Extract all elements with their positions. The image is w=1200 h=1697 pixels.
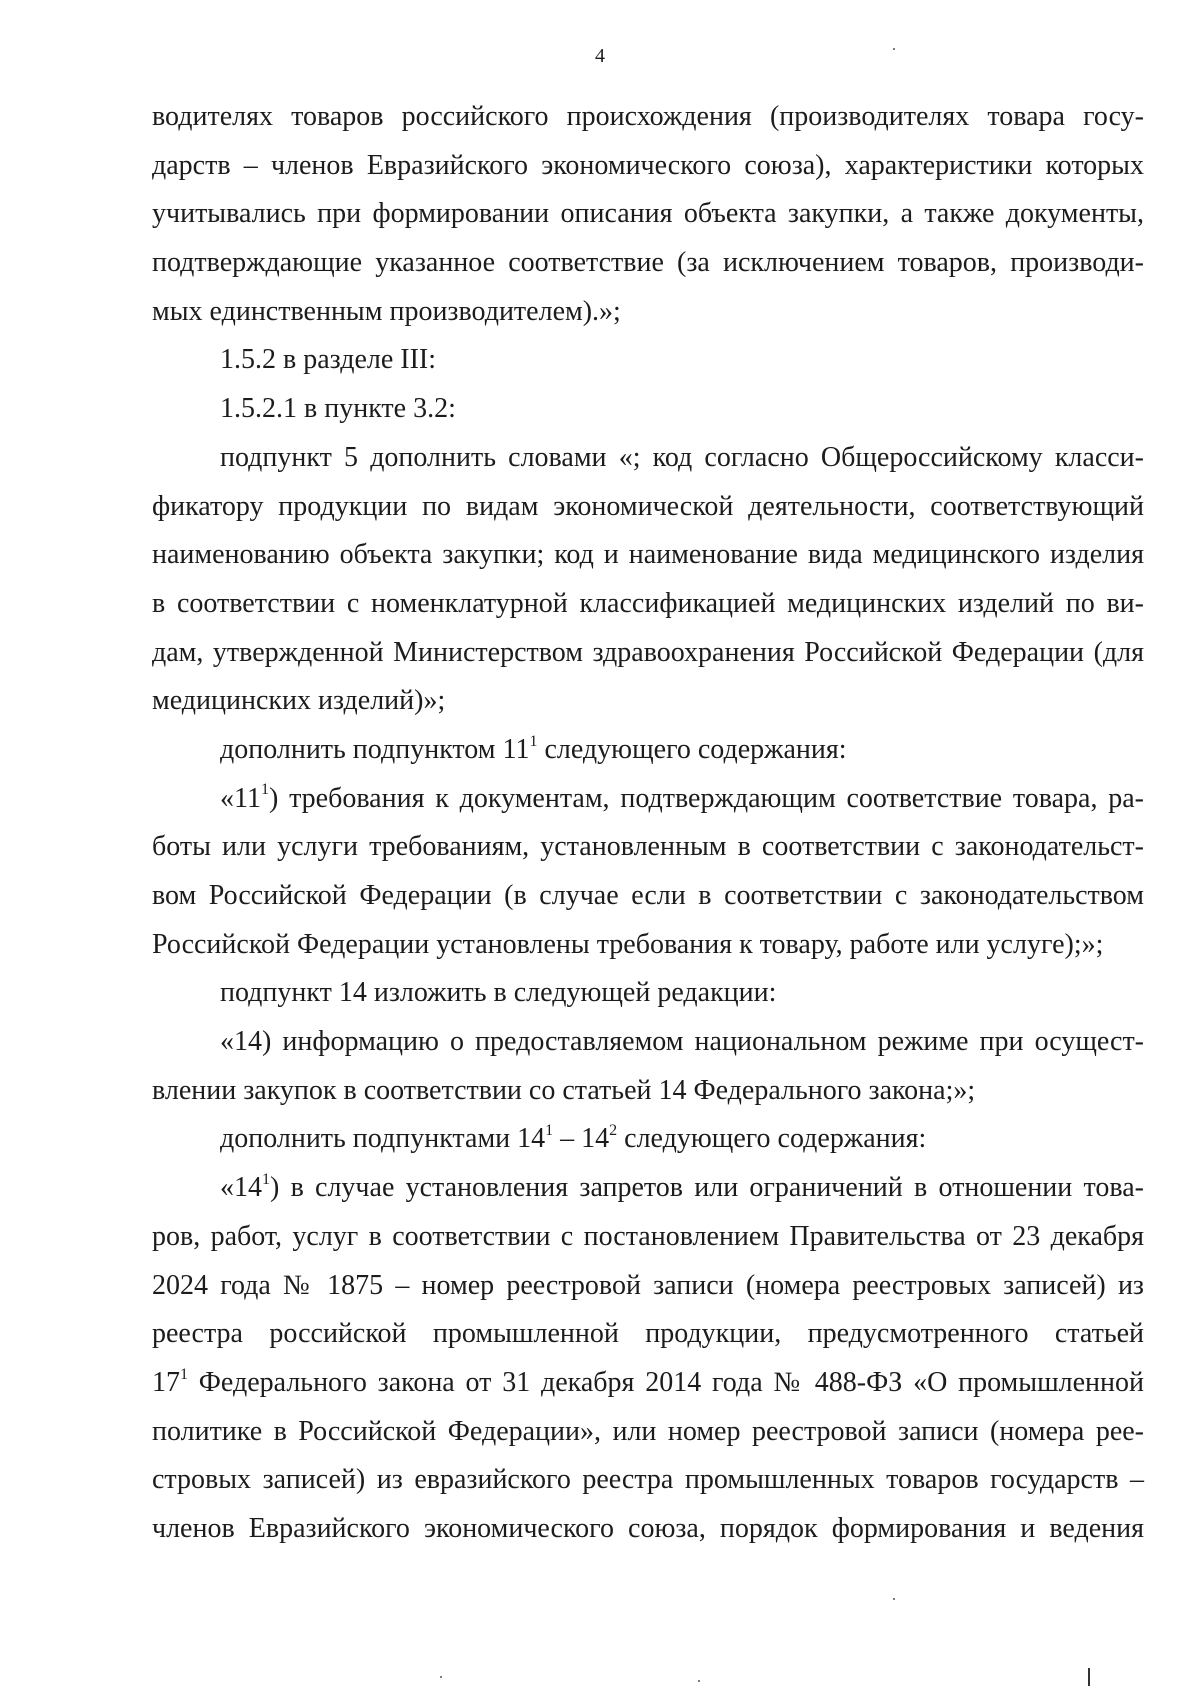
text-line bbox=[152, 1115, 1144, 1164]
text-line: наименованию объекта закупки; код и наименование вида медицинского изделия bbox=[152, 539, 1144, 571]
text-line: 1.5.2.1 в пункте 3.2: bbox=[220, 393, 456, 425]
text-line: подпункт 14 изложить в следующей редакции: bbox=[220, 977, 777, 1009]
text-line: реестра российской промышленной продукции, предусмотренного статьей bbox=[152, 1318, 1144, 1350]
text-line: стровых записей) из евразийского реестра промышленных товаров государств – bbox=[152, 1464, 1144, 1496]
text-run: 17 bbox=[152, 1366, 180, 1398]
text-line: подтверждающие указанное соответствие (за исключением товаров, производи- bbox=[152, 247, 1144, 279]
scan-speck bbox=[440, 1676, 442, 1678]
superscript: 1 bbox=[260, 781, 269, 799]
document-body bbox=[152, 93, 1144, 1554]
text-line: «14) информацию о предоставляемом национальном режиме при осущест- bbox=[220, 1026, 1144, 1058]
scan-speck bbox=[698, 1680, 700, 1682]
text-line bbox=[152, 726, 1144, 775]
text-line: дам, утвержденной Министерством здравоохранения Российской Федерации (для bbox=[152, 636, 1144, 668]
text-line bbox=[152, 775, 1144, 824]
text-run: Федерального закона от 31 декабря 2014 года № 488-ФЗ «О промышленной bbox=[188, 1366, 1144, 1398]
text-line: ров, работ, услуг в соответствии с постановлением Правительства от 23 декабря bbox=[152, 1220, 1144, 1252]
superscript: 2 bbox=[609, 1122, 618, 1140]
superscript: 1 bbox=[529, 732, 538, 750]
text-line: мых единственным производителем).»; bbox=[152, 295, 621, 327]
text-run: ) требования к документам, подтверждающим соответствие товара, ра- bbox=[268, 782, 1144, 814]
text-line: влении закупок в соответствии со статьей 14 Федерального закона;»; bbox=[152, 1074, 976, 1106]
text-run: дополнить подпунктом 11 bbox=[220, 733, 530, 765]
text-line: вом Российской Федерации (в случае если в соответствии с законодательством bbox=[152, 880, 1144, 911]
text-run: – 14 bbox=[553, 1123, 610, 1155]
text-run: дополнить подпунктами 14 bbox=[220, 1123, 546, 1155]
page-number: 4 bbox=[595, 45, 605, 67]
text-line: Российской Федерации установлены требования к товару, работе или услуге);»; bbox=[152, 928, 1104, 960]
text-line: боты или услуги требованиям, установленным в соответствии с законодательст- bbox=[152, 831, 1144, 863]
text-line: членов Евразийского экономического союза, порядок формирования и ведения bbox=[152, 1512, 1144, 1544]
text-line: подпункт 5 дополнить словами «; код согласно Общероссийскому класси- bbox=[220, 441, 1144, 473]
text-line: фикатору продукции по видам экономической деятельности, соответствующий bbox=[152, 490, 1144, 522]
text-line: учитывались при формировании описания объекта закупки, а также документы, bbox=[152, 198, 1144, 230]
scan-speck bbox=[893, 48, 895, 50]
scan-speck bbox=[893, 1598, 895, 1600]
text-line bbox=[152, 1164, 1144, 1213]
superscript: 1 bbox=[262, 1170, 270, 1188]
text-run: следующего содержания: bbox=[537, 733, 847, 765]
text-run: «11 bbox=[220, 782, 261, 814]
scan-speck bbox=[1088, 1668, 1090, 1686]
text-line: 1.5.2 в разделе III: bbox=[220, 344, 437, 376]
text-line bbox=[152, 1359, 1144, 1408]
text-line: 2024 года № 1875 – номер реестровой записи (номера реестровых записей) из bbox=[152, 1269, 1144, 1301]
text-line: дарств – членов Евразийского экономического союза), характеристики которых bbox=[152, 149, 1144, 181]
superscript: 1 bbox=[545, 1122, 554, 1140]
text-run: ) в случае установления запретов или ограничений в отношении това- bbox=[270, 1172, 1144, 1204]
text-line: в соответствии с номенклатурной классификацией медицинских изделий по ви- bbox=[152, 587, 1144, 619]
text-line: водителях товаров российского происхождения (производителях товара госу- bbox=[152, 101, 1144, 132]
text-line: медицинских изделий)»; bbox=[152, 685, 446, 717]
text-line: политике в Российской Федерации», или номер реестровой записи (номера рее- bbox=[152, 1415, 1144, 1447]
superscript: 1 bbox=[180, 1365, 188, 1383]
text-run: «14 bbox=[220, 1172, 262, 1204]
text-run: следующего содержания: bbox=[617, 1123, 927, 1155]
